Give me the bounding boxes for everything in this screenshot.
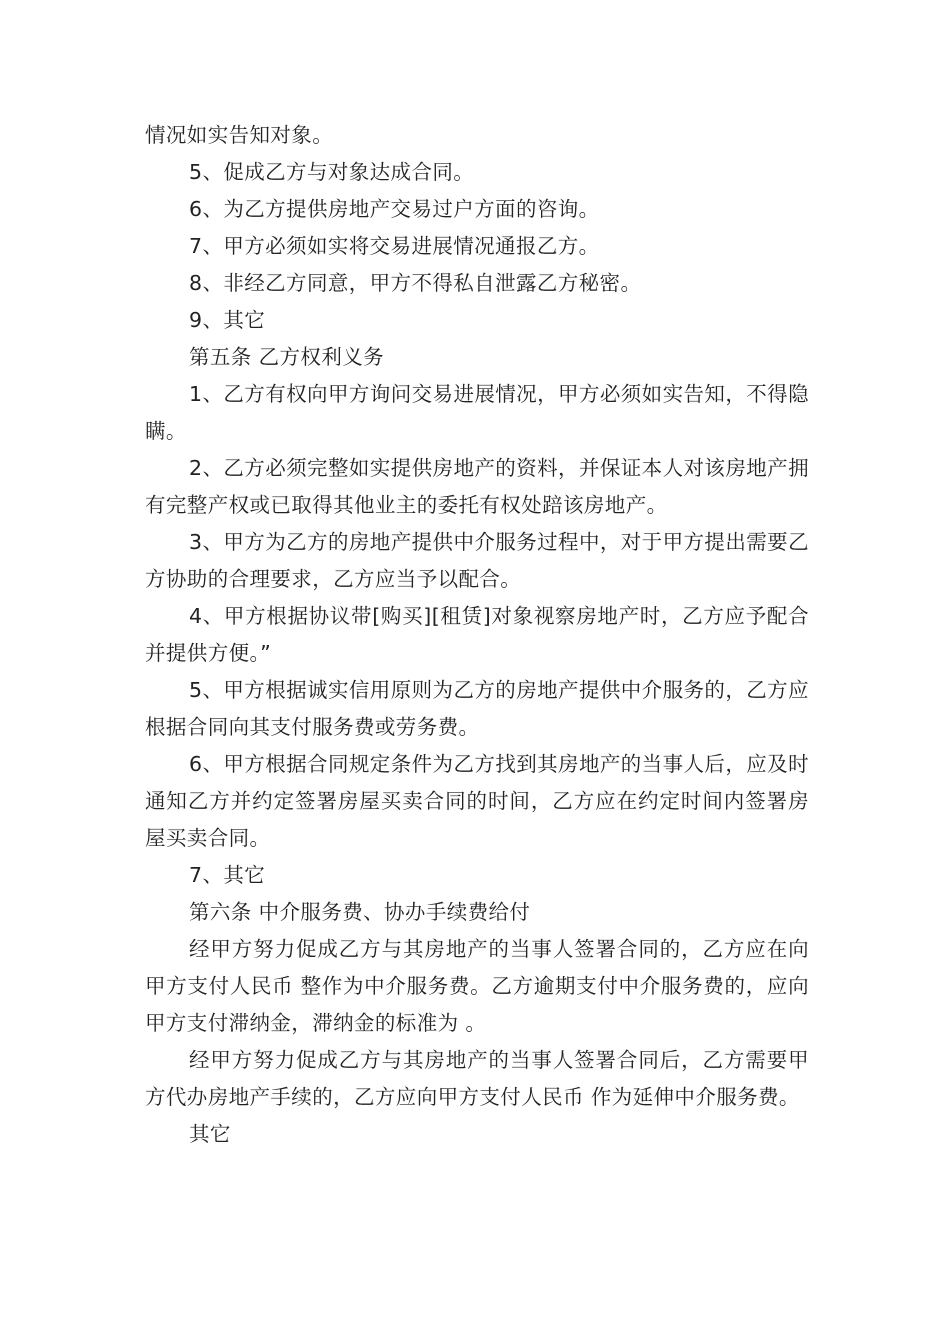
clause-item-5-promote-contract: 5、促成乙方与对象达成合同。 <box>189 160 475 184</box>
article-5-item-7: 7、其它 <box>189 863 266 887</box>
article-5-heading: 第五条 乙方权利义务 <box>189 345 385 369</box>
article-5-item-1: 1、乙方有权向甲方询问交易进展情况，甲方必须如实告知，不得隐瞒。 <box>145 382 809 443</box>
article-5-item-6: 6、甲方根据合同规定条件为乙方找到其房地产的当事人后，应及时通知乙方并约定签署房屋买卖合同的时间，乙方应在约定时间内签署房屋买卖合同。 <box>145 752 809 850</box>
clause-item-6-consulting: 6、为乙方提供房地产交易过户方面的咨询。 <box>189 197 600 221</box>
article-5-item-5: 5、甲方根据诚实信用原则为乙方的房地产提供中介服务的，乙方应根据合同向其支付服务费或劳务费。 <box>145 678 809 739</box>
paragraph-continuation: 情况如实告知对象。 <box>145 123 334 147</box>
clause-item-8-confidentiality: 8、非经乙方同意，甲方不得私自泄露乙方秘密。 <box>189 271 642 295</box>
article-5-item-2: 2、乙方必须完整如实提供房地产的资料，并保证本人对该房地产拥有完整产权或已取得其他业主的委托有权处踣该房地产。 <box>145 456 809 517</box>
article-6-paragraph-1: 经甲方努力促成乙方与其房地产的当事人签署合同的，乙方应在向甲方支付人民币 整作为中介服务费。乙方逾期支付中介服务费的，应向甲方支付滞纳金，滞纳金的标准为 。 <box>145 937 809 1035</box>
article-6-heading: 第六条 中介服务费、协办手续费给付 <box>189 900 531 924</box>
article-6-paragraph-2: 经甲方努力促成乙方与其房地产的当事人签署合同后，乙方需要甲方代办房地产手续的，乙方应向甲方支付人民币 作为延伸中介服务费。 <box>145 1048 809 1109</box>
clause-item-7-report-progress: 7、甲方必须如实将交易进展情况通报乙方。 <box>189 234 600 258</box>
article-5-item-3: 3、甲方为乙方的房地产提供中介服务过程中，对于甲方提出需要乙方协助的合理要求，乙方应当予以配合。 <box>145 530 809 591</box>
article-5-item-4: 4、甲方根据协议带[购买][租赁]对象视察房地产时，乙方应予配合并提供方便。” <box>145 604 809 665</box>
clause-item-9-other: 9、其它 <box>189 308 266 332</box>
document-page <box>145 117 809 1153</box>
article-6-other: 其它 <box>189 1122 231 1146</box>
